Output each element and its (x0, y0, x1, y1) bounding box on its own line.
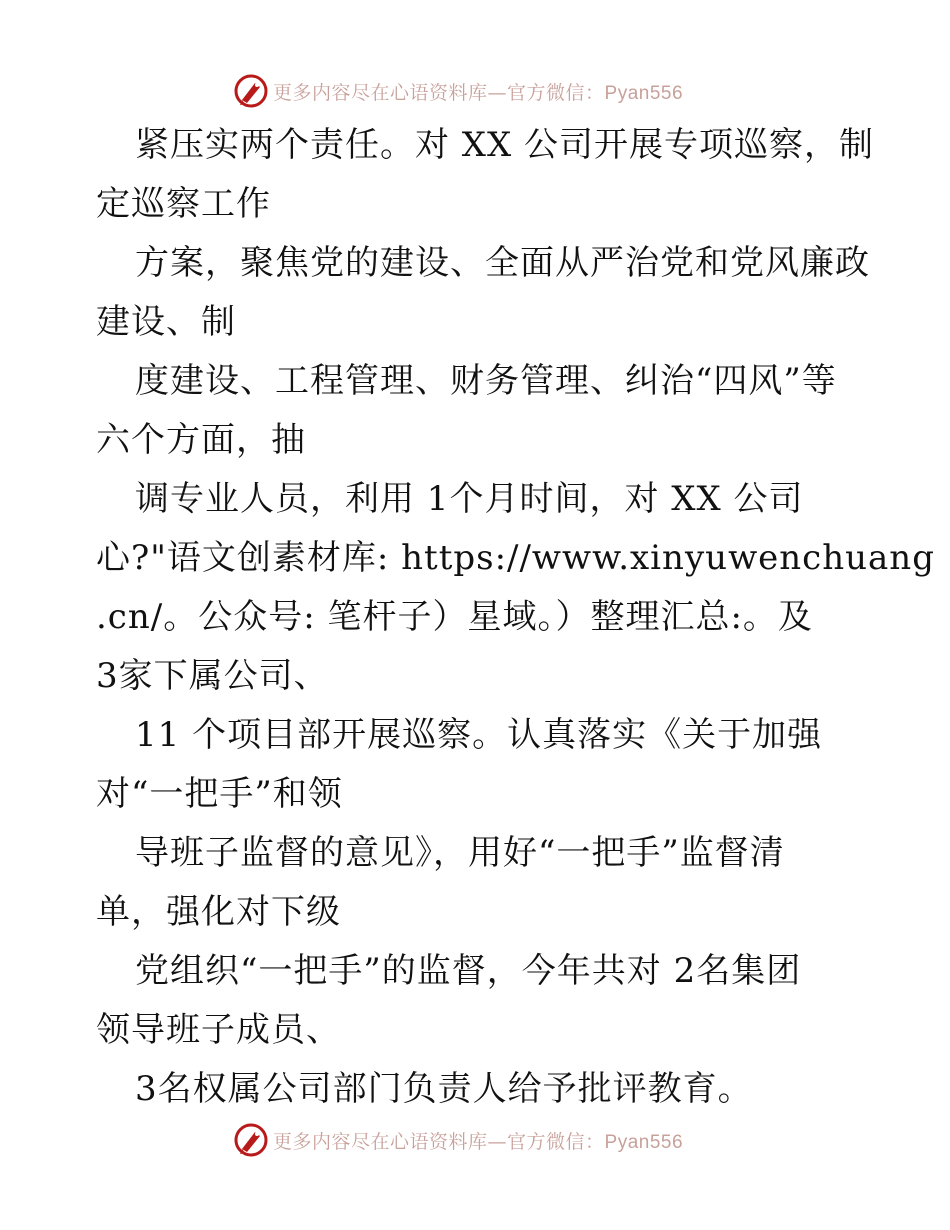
paragraph-line: 建设、制 (96, 302, 236, 342)
paragraph-line: 导班子监督的意见》，用好“一把手”监督清 (135, 833, 785, 873)
watermark-banner-top (233, 71, 683, 111)
wechat-id: Pyan556 (604, 1131, 684, 1153)
paragraph-line: 六个方面，抽 (96, 420, 306, 460)
watermark-banner-bottom (233, 1120, 683, 1160)
watermark-text: 更多内容尽在心语资料库—官方微信：Pyan556 (273, 1130, 684, 1153)
paragraph-line: 心?"语文创素材库: https://www.xinyuwenchuang (96, 538, 935, 578)
pen-circle-logo-icon (233, 73, 269, 109)
paragraph-line: .cn/。公众号: 笔杆子）星域。）整理汇总:。及 (96, 597, 813, 637)
paragraph-line: 紧压实两个责任。对 XX 公司开展专项巡察，制 (135, 125, 875, 165)
paragraph-line: 对“一把手”和领 (96, 774, 343, 814)
paragraph-line: 调专业人员，利用 1个月时间，对 XX 公司 (135, 479, 804, 519)
paragraph-line: 度建设、工程管理、财务管理、纠治“四风”等 (135, 361, 837, 401)
paragraph-line: 11 个项目部开展巡察。认真落实《关于加强 (135, 715, 823, 755)
paragraph-line: 党组织“一把手”的监督，今年共对 2名集团 (135, 951, 802, 991)
watermark-text: 更多内容尽在心语资料库—官方微信：Pyan556 (273, 81, 684, 104)
paragraph-line: 定巡察工作 (96, 184, 271, 224)
paragraph-line: 方案，聚焦党的建设、全面从严治党和党风廉政 (135, 243, 870, 283)
pen-circle-logo-icon (233, 1122, 269, 1158)
paragraph-line: 领导班子成员、 (96, 1010, 341, 1050)
paragraph-line: 3家下属公司、 (96, 656, 329, 696)
paragraph-line: 单，强化对下级 (96, 892, 341, 932)
wechat-id: Pyan556 (604, 82, 684, 104)
paragraph-line: 3名权属公司部门负责人给予批评教育。 (135, 1069, 753, 1109)
